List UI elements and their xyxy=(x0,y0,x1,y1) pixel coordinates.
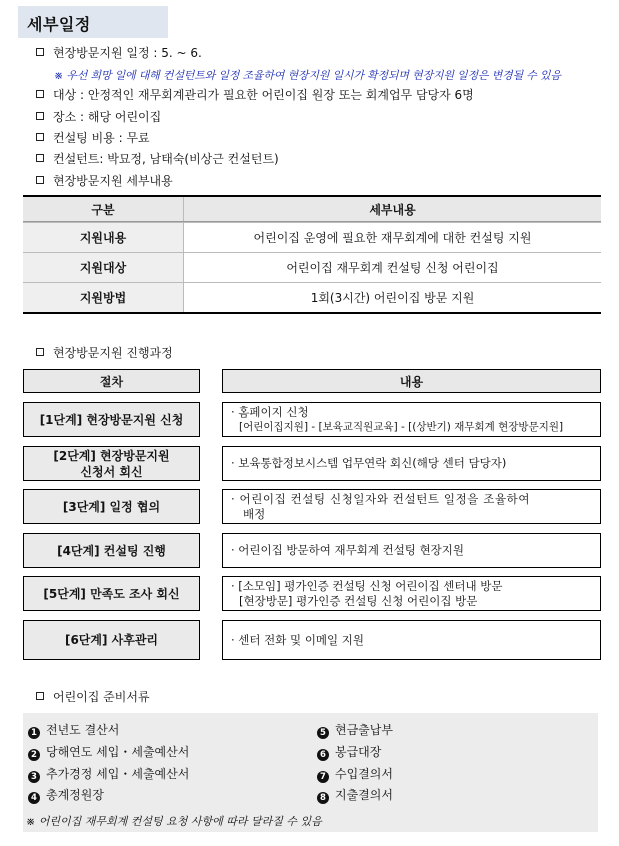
document-label: 봉급대장 xyxy=(335,745,382,759)
support-table xyxy=(23,195,601,314)
desc-line: · 어린이집 컨설팅 신청일자와 컨설턴트 일정을 조율하여 xyxy=(231,491,531,506)
process-header-content: 내용 xyxy=(222,369,601,393)
number-8-icon: 8 xyxy=(317,792,329,804)
column-header: 구분 xyxy=(23,197,184,221)
bullet-cost xyxy=(36,130,150,146)
table-header-row xyxy=(23,197,601,222)
checkbox-square-icon xyxy=(36,176,44,184)
desc-line: · 홈페이지 신청 xyxy=(231,404,309,419)
column-header: 세부내용 xyxy=(369,202,416,217)
checkbox-square-icon xyxy=(36,112,44,120)
desc-line: · 어린이집 방문하여 재무회계 컨설팅 현장지원 xyxy=(231,543,465,557)
row-label: 지원방법 xyxy=(23,283,184,312)
schedule-note: ※ 우선 희망 일에 대해 컨설턴트와 일정 조율하여 현장지원 일시가 확정되며 현장지원 일정은 변경될 수 있음 xyxy=(54,69,561,82)
table-row xyxy=(23,222,601,252)
number-3-icon: 3 xyxy=(28,771,40,783)
step-line: 신청서 회신 xyxy=(80,464,143,479)
document-item xyxy=(28,786,104,804)
document-item xyxy=(317,743,381,761)
process-desc-6 xyxy=(222,620,601,660)
desc-line: 배정 xyxy=(243,506,266,521)
number-1-icon: 1 xyxy=(28,727,40,739)
process-step-4: [4단계] 컨설팅 진행 xyxy=(23,533,200,568)
bullet-text: 컨설턴트: 박묘정, 남태숙(비상근 컨설턴트) xyxy=(53,152,279,166)
row-value: 어린이집 재무회계 컨설팅 신청 어린이집 xyxy=(286,261,499,275)
document-item xyxy=(317,765,393,783)
bullet-text: 컨설팅 비용 : 무료 xyxy=(53,131,150,145)
row-label: 지원대상 xyxy=(23,253,184,282)
desc-line: · 보육통합정보시스템 업무연락 회신(해당 센터 담당자) xyxy=(231,456,507,470)
section-title-box xyxy=(18,6,168,38)
bullet-documents-heading xyxy=(36,689,150,705)
bullet-target xyxy=(36,87,474,103)
document-label: 당해연도 세입・세출예산서 xyxy=(46,745,190,759)
bullet-text: 현장방문지원 진행과정 xyxy=(53,346,173,360)
checkbox-square-icon xyxy=(36,348,44,356)
bullet-place xyxy=(36,109,161,125)
section-title: 세부일정 xyxy=(27,15,91,34)
process-desc-4 xyxy=(222,533,601,568)
document-item xyxy=(28,721,119,739)
desc-line: [현장방문] 평가인증 컨설팅 신청 어린이집 방문 xyxy=(239,593,478,608)
process-step-1: [1단계] 현장방문지원 신청 xyxy=(23,402,200,437)
process-step-6: [6단계] 사후관리 xyxy=(23,620,200,660)
document-item xyxy=(317,721,393,739)
process-desc-5 xyxy=(222,576,601,611)
process-desc-1 xyxy=(222,402,601,437)
number-7-icon: 7 xyxy=(317,771,329,783)
process-step-5: [5단계] 만족도 조사 회신 xyxy=(23,576,200,611)
process-desc-3 xyxy=(222,489,601,524)
bullet-schedule xyxy=(36,45,202,61)
row-value: 어린이집 운영에 필요한 재무회계에 대한 컨설팅 지원 xyxy=(253,231,532,245)
documents-note: ※ 어린이집 재무회계 컨설팅 요청 사항에 따라 달라질 수 있음 xyxy=(26,815,322,828)
checkbox-square-icon xyxy=(36,48,44,56)
checkbox-square-icon xyxy=(36,90,44,98)
number-4-icon: 4 xyxy=(28,792,40,804)
bullet-detail-heading xyxy=(36,173,173,189)
checkbox-square-icon xyxy=(36,692,44,700)
document-label: 지출결의서 xyxy=(335,788,393,802)
document-label: 총계정원장 xyxy=(46,788,104,802)
process-desc-2 xyxy=(222,446,601,481)
table-row xyxy=(23,282,601,312)
row-value: 1회(3시간) 어린이집 방문 지원 xyxy=(310,291,475,305)
document-item xyxy=(317,786,393,804)
process-step-3: [3단계] 일정 협의 xyxy=(23,489,200,524)
bullet-text: 어린이집 준비서류 xyxy=(53,690,150,704)
documents-box xyxy=(23,713,598,832)
document-item xyxy=(28,765,189,783)
number-6-icon: 6 xyxy=(317,749,329,761)
bullet-process-heading xyxy=(36,345,173,361)
document-item xyxy=(28,743,189,761)
checkbox-square-icon xyxy=(36,154,44,162)
process-step-2 xyxy=(23,446,200,481)
document-label: 수입결의서 xyxy=(335,767,393,781)
desc-line: · [소모임] 평가인증 컨설팅 신청 어린이집 센터내 방문 xyxy=(231,578,503,593)
document-label: 전년도 결산서 xyxy=(46,723,120,737)
document-label: 추가경정 세입・세출예산서 xyxy=(46,767,190,781)
checkbox-square-icon xyxy=(36,133,44,141)
row-label: 지원내용 xyxy=(23,223,184,252)
bullet-text: 대상 : 안정적인 재무회계관리가 필요한 어린이집 원장 또는 회계업무 담당자 6명 xyxy=(53,88,474,102)
bullet-text: 현장방문지원 일정 : 5. ~ 6. xyxy=(53,46,202,60)
bullet-text: 장소 : 해당 어린이집 xyxy=(53,110,162,124)
document-label: 현금출납부 xyxy=(335,723,393,737)
step-line: [2단계] 현장방문지원 xyxy=(53,448,170,463)
number-2-icon: 2 xyxy=(28,749,40,761)
bullet-consultants xyxy=(36,151,279,167)
table-row xyxy=(23,252,601,282)
process-header-step: 절차 xyxy=(23,369,200,393)
desc-line: [어린이집지원] - [보육교직원교육] - [(상반기) 재무회계 현장방문지원] xyxy=(239,420,564,433)
bullet-text: 현장방문지원 세부내용 xyxy=(53,174,173,188)
desc-line: · 센터 전화 및 이메일 지원 xyxy=(231,632,365,647)
number-5-icon: 5 xyxy=(317,727,329,739)
